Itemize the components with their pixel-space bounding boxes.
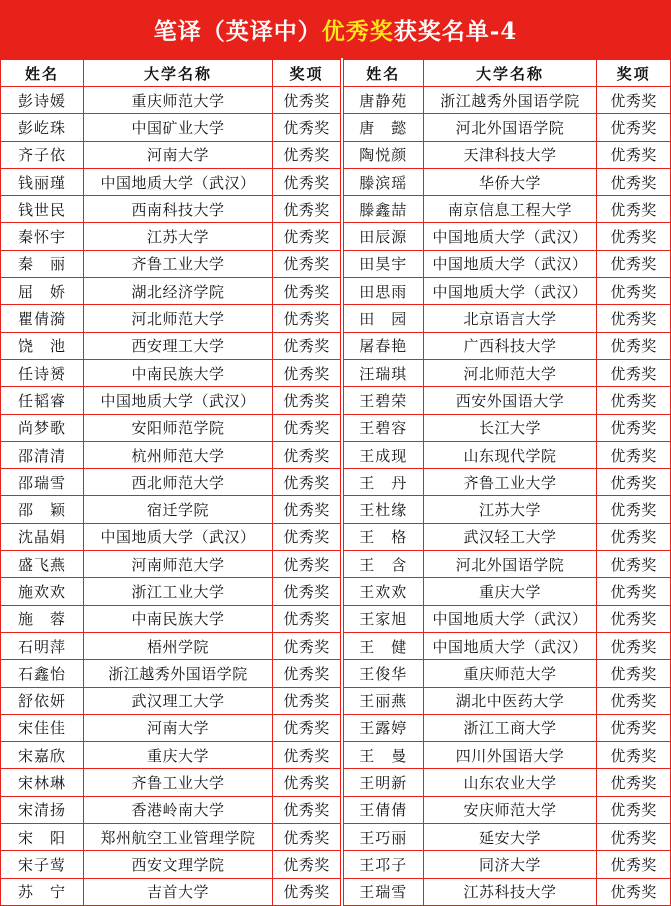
- award-cell: 优秀奖: [273, 168, 341, 195]
- award-cell: 优秀奖: [273, 387, 341, 414]
- name-cell: 彭屹珠: [1, 114, 84, 141]
- table-row: [1, 359, 341, 386]
- award-cell: 优秀奖: [273, 359, 341, 386]
- university-cell: 浙江越秀外国语学院: [84, 660, 273, 687]
- award-cell: 优秀奖: [597, 223, 671, 250]
- award-cell: 优秀奖: [597, 114, 671, 141]
- table-row: [1, 796, 341, 823]
- university-cell: 中国地质大学（武汉）: [84, 168, 273, 195]
- table-row: [1, 769, 341, 796]
- table-body-right: [344, 87, 671, 906]
- award-cell: 优秀奖: [273, 687, 341, 714]
- name-cell: 王露婷: [344, 714, 424, 741]
- name-cell: 王丽燕: [344, 687, 424, 714]
- table-row: [344, 414, 671, 441]
- university-cell: 香港岭南大学: [84, 796, 273, 823]
- university-cell: 山东农业大学: [423, 769, 597, 796]
- award-cell: 优秀奖: [597, 469, 671, 496]
- award-cell: 优秀奖: [597, 441, 671, 468]
- award-cell: 优秀奖: [597, 878, 671, 905]
- name-cell: 宋 阳: [1, 824, 84, 851]
- table-header-row: [1, 59, 341, 87]
- award-cell: 优秀奖: [597, 824, 671, 851]
- name-cell: 瞿倩漪: [1, 305, 84, 332]
- name-cell: 尚梦歌: [1, 414, 84, 441]
- table-row: [344, 359, 671, 386]
- table-row: [1, 87, 341, 114]
- award-cell: 优秀奖: [597, 605, 671, 632]
- award-cell: 优秀奖: [273, 441, 341, 468]
- header-award: 奖项: [273, 59, 341, 87]
- award-cell: 优秀奖: [597, 278, 671, 305]
- award-cell: 优秀奖: [597, 387, 671, 414]
- university-cell: 北京语言大学: [423, 305, 597, 332]
- university-cell: 杭州师范大学: [84, 441, 273, 468]
- university-cell: 中国地质大学（武汉）: [84, 523, 273, 550]
- award-cell: 优秀奖: [597, 305, 671, 332]
- table-row: [1, 523, 341, 550]
- table-row: [344, 796, 671, 823]
- award-cell: 优秀奖: [273, 714, 341, 741]
- award-cell: 优秀奖: [273, 196, 341, 223]
- university-cell: 中南民族大学: [84, 359, 273, 386]
- award-cell: 优秀奖: [597, 551, 671, 578]
- award-cell: 优秀奖: [273, 632, 341, 659]
- university-cell: 河北师范大学: [84, 305, 273, 332]
- award-cell: 优秀奖: [597, 196, 671, 223]
- university-cell: 武汉轻工大学: [423, 523, 597, 550]
- name-cell: 齐子依: [1, 141, 84, 168]
- name-cell: 邵瑞雪: [1, 469, 84, 496]
- award-cell: 优秀奖: [597, 769, 671, 796]
- name-cell: 钱世民: [1, 196, 84, 223]
- name-cell: 王邛子: [344, 851, 424, 878]
- university-cell: 南京信息工程大学: [423, 196, 597, 223]
- table-row: [1, 305, 341, 332]
- name-cell: 王倩倩: [344, 796, 424, 823]
- name-cell: 屈 娇: [1, 278, 84, 305]
- table-row: [1, 250, 341, 277]
- name-cell: 王碧容: [344, 414, 424, 441]
- name-cell: 邵 颖: [1, 496, 84, 523]
- university-cell: 西北师范大学: [84, 469, 273, 496]
- table-row: [1, 469, 341, 496]
- name-cell: 王 健: [344, 632, 424, 659]
- name-cell: 王瑞雪: [344, 878, 424, 905]
- university-cell: 延安大学: [423, 824, 597, 851]
- university-cell: 齐鲁工业大学: [423, 469, 597, 496]
- name-cell: 苏 宁: [1, 878, 84, 905]
- table-row: [1, 824, 341, 851]
- university-cell: 湖北中医药大学: [423, 687, 597, 714]
- award-cell: 优秀奖: [597, 168, 671, 195]
- table-row: [1, 714, 341, 741]
- name-cell: 沈晶娟: [1, 523, 84, 550]
- table-row: [344, 305, 671, 332]
- name-cell: 王欢欢: [344, 578, 424, 605]
- table-row: [344, 578, 671, 605]
- table-row: [344, 141, 671, 168]
- award-cell: 优秀奖: [273, 878, 341, 905]
- table-row: [344, 387, 671, 414]
- university-cell: 江苏大学: [84, 223, 273, 250]
- university-cell: 齐鲁工业大学: [84, 769, 273, 796]
- university-cell: 中国矿业大学: [84, 114, 273, 141]
- name-cell: 田辰源: [344, 223, 424, 250]
- name-cell: 汪瑞琪: [344, 359, 424, 386]
- award-cell: 优秀奖: [597, 742, 671, 769]
- award-list: [0, 58, 671, 904]
- page-title-banner: [0, 0, 671, 58]
- award-cell: 优秀奖: [273, 305, 341, 332]
- table-row: [1, 742, 341, 769]
- university-cell: 西安文理学院: [84, 851, 273, 878]
- award-cell: 优秀奖: [273, 796, 341, 823]
- award-table-right: [343, 58, 671, 906]
- table-row: [344, 114, 671, 141]
- table-row: [1, 414, 341, 441]
- name-cell: 任诗赟: [1, 359, 84, 386]
- award-cell: 优秀奖: [273, 742, 341, 769]
- award-cell: 优秀奖: [597, 332, 671, 359]
- university-cell: 河北师范大学: [423, 359, 597, 386]
- award-cell: 优秀奖: [597, 578, 671, 605]
- name-cell: 宋清扬: [1, 796, 84, 823]
- table-row: [344, 523, 671, 550]
- name-cell: 钱丽瑾: [1, 168, 84, 195]
- name-cell: 王碧荣: [344, 387, 424, 414]
- name-cell: 陶悦颜: [344, 141, 424, 168]
- university-cell: 安阳师范学院: [84, 414, 273, 441]
- name-cell: 宋林琳: [1, 769, 84, 796]
- table-row: [344, 496, 671, 523]
- university-cell: 河南大学: [84, 714, 273, 741]
- name-cell: 屠春艳: [344, 332, 424, 359]
- university-cell: 山东现代学院: [423, 441, 597, 468]
- award-cell: 优秀奖: [597, 250, 671, 277]
- name-cell: 滕滨瑶: [344, 168, 424, 195]
- name-cell: 石鑫怡: [1, 660, 84, 687]
- award-cell: 优秀奖: [597, 660, 671, 687]
- name-cell: 秦 丽: [1, 250, 84, 277]
- header-name: 姓名: [344, 59, 424, 87]
- university-cell: 长江大学: [423, 414, 597, 441]
- header-university: 大学名称: [84, 59, 273, 87]
- university-cell: 河北外国语学院: [423, 114, 597, 141]
- table-row: [1, 878, 341, 905]
- university-cell: 四川外国语大学: [423, 742, 597, 769]
- title-prefix: 笔译（英译中）: [153, 17, 322, 45]
- university-cell: 广西科技大学: [423, 332, 597, 359]
- name-cell: 盛飞燕: [1, 551, 84, 578]
- university-cell: 中南民族大学: [84, 605, 273, 632]
- award-cell: 优秀奖: [273, 496, 341, 523]
- award-cell: 优秀奖: [273, 523, 341, 550]
- award-cell: 优秀奖: [273, 851, 341, 878]
- award-cell: 优秀奖: [597, 632, 671, 659]
- university-cell: 浙江越秀外国语学院: [423, 87, 597, 114]
- table-row: [1, 605, 341, 632]
- award-cell: 优秀奖: [597, 87, 671, 114]
- table-row: [344, 223, 671, 250]
- award-cell: 优秀奖: [273, 114, 341, 141]
- university-cell: 梧州学院: [84, 632, 273, 659]
- table-row: [1, 632, 341, 659]
- name-cell: 舒依妍: [1, 687, 84, 714]
- award-cell: 优秀奖: [273, 414, 341, 441]
- name-cell: 田昊宇: [344, 250, 424, 277]
- university-cell: 重庆师范大学: [423, 660, 597, 687]
- table-row: [344, 878, 671, 905]
- table-row: [1, 332, 341, 359]
- university-cell: 浙江工商大学: [423, 714, 597, 741]
- university-cell: 西安理工大学: [84, 332, 273, 359]
- award-cell: 优秀奖: [273, 332, 341, 359]
- table-row: [344, 196, 671, 223]
- table-header-row: [344, 59, 671, 87]
- name-cell: 宋佳佳: [1, 714, 84, 741]
- name-cell: 田 园: [344, 305, 424, 332]
- university-cell: 重庆大学: [423, 578, 597, 605]
- name-cell: 唐 懿: [344, 114, 424, 141]
- university-cell: 中国地质大学（武汉）: [423, 250, 597, 277]
- name-cell: 王杜缘: [344, 496, 424, 523]
- table-row: [1, 687, 341, 714]
- table-row: [1, 114, 341, 141]
- university-cell: 同济大学: [423, 851, 597, 878]
- award-cell: 优秀奖: [597, 141, 671, 168]
- table-row: [1, 141, 341, 168]
- university-cell: 天津科技大学: [423, 141, 597, 168]
- name-cell: 宋子莺: [1, 851, 84, 878]
- university-cell: 吉首大学: [84, 878, 273, 905]
- title-suffix: 获奖名单-4: [393, 17, 518, 45]
- name-cell: 王 格: [344, 523, 424, 550]
- university-cell: 湖北经济学院: [84, 278, 273, 305]
- name-cell: 宋嘉欣: [1, 742, 84, 769]
- name-cell: 王明新: [344, 769, 424, 796]
- name-cell: 王 丹: [344, 469, 424, 496]
- name-cell: 滕鑫喆: [344, 196, 424, 223]
- name-cell: 施欢欢: [1, 578, 84, 605]
- award-cell: 优秀奖: [597, 414, 671, 441]
- name-cell: 彭诗媛: [1, 87, 84, 114]
- name-cell: 施 蓉: [1, 605, 84, 632]
- award-cell: 优秀奖: [597, 796, 671, 823]
- table-row: [344, 441, 671, 468]
- header-university: 大学名称: [423, 59, 597, 87]
- table-row: [1, 278, 341, 305]
- university-cell: 宿迁学院: [84, 496, 273, 523]
- table-row: [344, 714, 671, 741]
- table-row: [1, 578, 341, 605]
- table-row: [344, 87, 671, 114]
- table-body-left: [1, 87, 341, 906]
- header-award: 奖项: [597, 59, 671, 87]
- university-cell: 武汉理工大学: [84, 687, 273, 714]
- table-row: [344, 469, 671, 496]
- table-row: [1, 387, 341, 414]
- name-cell: 王家旭: [344, 605, 424, 632]
- table-row: [344, 250, 671, 277]
- table-row: [1, 851, 341, 878]
- name-cell: 石明萍: [1, 632, 84, 659]
- name-cell: 唐静苑: [344, 87, 424, 114]
- table-row: [1, 660, 341, 687]
- university-cell: 中国地质大学（武汉）: [423, 605, 597, 632]
- name-cell: 王俊华: [344, 660, 424, 687]
- table-row: [1, 441, 341, 468]
- table-row: [344, 769, 671, 796]
- table-row: [344, 278, 671, 305]
- table-row: [344, 687, 671, 714]
- university-cell: 华侨大学: [423, 168, 597, 195]
- university-cell: 河南大学: [84, 141, 273, 168]
- table-row: [344, 660, 671, 687]
- award-cell: 优秀奖: [273, 551, 341, 578]
- table-row: [1, 196, 341, 223]
- university-cell: 重庆师范大学: [84, 87, 273, 114]
- name-cell: 秦怀宇: [1, 223, 84, 250]
- university-cell: 中国地质大学（武汉）: [423, 223, 597, 250]
- award-cell: 优秀奖: [273, 87, 341, 114]
- university-cell: 中国地质大学（武汉）: [423, 632, 597, 659]
- university-cell: 郑州航空工业管理学院: [84, 824, 273, 851]
- university-cell: 河南师范大学: [84, 551, 273, 578]
- university-cell: 河北外国语学院: [423, 551, 597, 578]
- award-cell: 优秀奖: [273, 578, 341, 605]
- name-cell: 王 含: [344, 551, 424, 578]
- table-row: [344, 824, 671, 851]
- award-cell: 优秀奖: [273, 278, 341, 305]
- title-highlight: 优秀奖: [321, 17, 394, 45]
- award-cell: 优秀奖: [273, 250, 341, 277]
- name-cell: 王成现: [344, 441, 424, 468]
- university-cell: 安庆师范大学: [423, 796, 597, 823]
- award-table-left: [0, 58, 341, 906]
- award-cell: 优秀奖: [597, 851, 671, 878]
- award-cell: 优秀奖: [597, 496, 671, 523]
- table-row: [1, 496, 341, 523]
- table-row: [344, 551, 671, 578]
- table-row: [344, 168, 671, 195]
- award-cell: 优秀奖: [597, 359, 671, 386]
- table-row: [344, 632, 671, 659]
- award-cell: 优秀奖: [597, 714, 671, 741]
- award-cell: 优秀奖: [273, 223, 341, 250]
- table-row: [1, 223, 341, 250]
- award-cell: 优秀奖: [273, 141, 341, 168]
- university-cell: 中国地质大学（武汉）: [84, 387, 273, 414]
- university-cell: 浙江工业大学: [84, 578, 273, 605]
- table-row: [1, 551, 341, 578]
- university-cell: 重庆大学: [84, 742, 273, 769]
- table-row: [344, 851, 671, 878]
- award-cell: 优秀奖: [597, 687, 671, 714]
- table-row: [344, 742, 671, 769]
- name-cell: 任韬睿: [1, 387, 84, 414]
- table-row: [344, 332, 671, 359]
- award-cell: 优秀奖: [273, 660, 341, 687]
- university-cell: 西安外国语大学: [423, 387, 597, 414]
- university-cell: 中国地质大学（武汉）: [423, 278, 597, 305]
- table-row: [1, 168, 341, 195]
- award-cell: 优秀奖: [273, 469, 341, 496]
- university-cell: 江苏大学: [423, 496, 597, 523]
- table-row: [344, 605, 671, 632]
- award-cell: 优秀奖: [273, 824, 341, 851]
- name-cell: 王巧丽: [344, 824, 424, 851]
- university-cell: 齐鲁工业大学: [84, 250, 273, 277]
- award-cell: 优秀奖: [597, 523, 671, 550]
- name-cell: 王 曼: [344, 742, 424, 769]
- university-cell: 江苏科技大学: [423, 878, 597, 905]
- university-cell: 西南科技大学: [84, 196, 273, 223]
- name-cell: 田思雨: [344, 278, 424, 305]
- header-name: 姓名: [1, 59, 84, 87]
- name-cell: 饶 池: [1, 332, 84, 359]
- award-cell: 优秀奖: [273, 769, 341, 796]
- award-cell: 优秀奖: [273, 605, 341, 632]
- name-cell: 邵清清: [1, 441, 84, 468]
